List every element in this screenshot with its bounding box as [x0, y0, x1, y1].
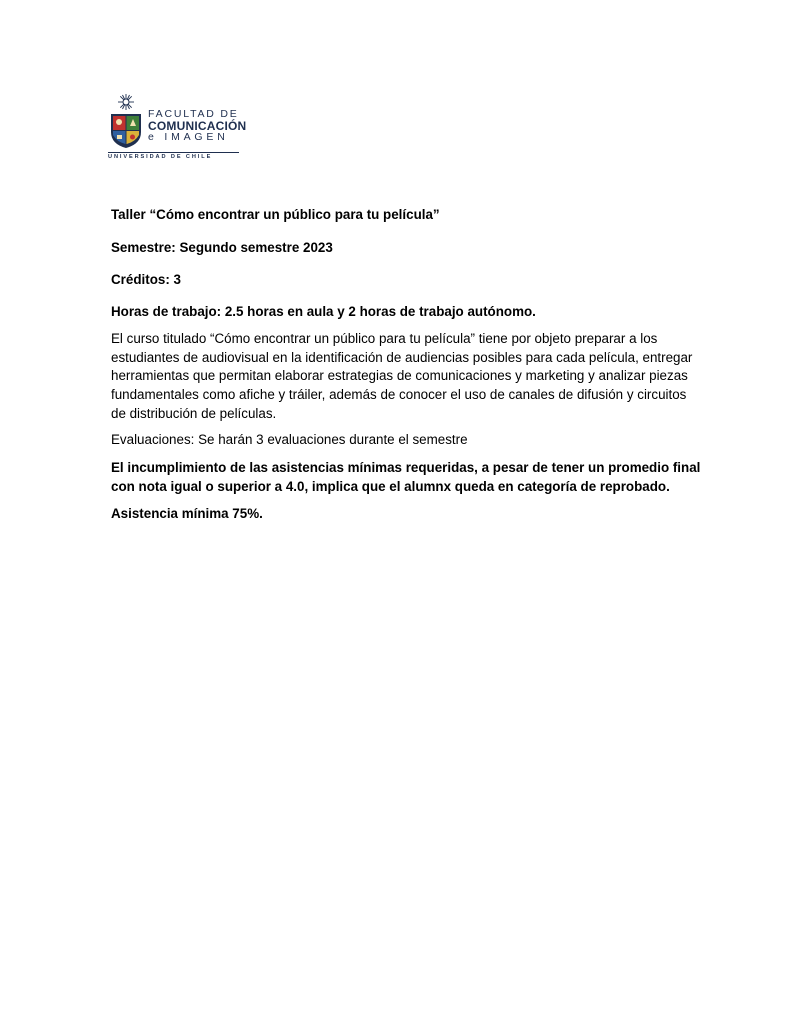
evaluations-line: Evaluaciones: Se harán 3 evaluaciones durante el semestre — [111, 432, 468, 448]
logo-line-comunicacion: COMUNICACIÓN — [148, 118, 247, 133]
logo-line-facultad: FACULTAD DE — [148, 108, 239, 120]
logo-wordmark — [148, 109, 246, 144]
faculty-logo — [108, 92, 248, 162]
credits-line: Créditos: 3 — [111, 272, 181, 288]
minimum-attendance-line: Asistencia mínima 75%. — [111, 506, 263, 522]
university-crest-icon — [108, 92, 144, 150]
logo-university-name: UNIVERSIDAD DE CHILE — [108, 154, 213, 160]
attendance-notice: El incumplimiento de las asistencias mínimas requeridas, a pesar de tener un promedio final con nota igual o superior a 4.0, implica que el alumnx queda en categoría de reprobado. — [111, 460, 701, 494]
course-title: Taller “Cómo encontrar un público para tu película” — [111, 207, 440, 222]
logo-line-imagen: e IMAGEN — [148, 131, 229, 143]
logo-divider — [108, 152, 239, 153]
document-body — [111, 206, 701, 524]
course-description: El curso titulado “Cómo encontrar un público para tu película” tiene por objeto preparar a los estudiantes de audiovisual en la identificación de audiencias posibles para cada película, entregar herramientas que permitan elaborar estrategias de comunicaciones y marketing y analizar piezas fundamentales como afiche y tráiler, además de conocer el uso de canales de difusión y circuitos de distribución de películas. — [111, 330, 693, 421]
work-hours-line: Horas de trabajo: 2.5 horas en aula y 2 horas de trabajo autónomo. — [111, 304, 536, 320]
semester-line: Semestre: Segundo semestre 2023 — [111, 239, 333, 255]
